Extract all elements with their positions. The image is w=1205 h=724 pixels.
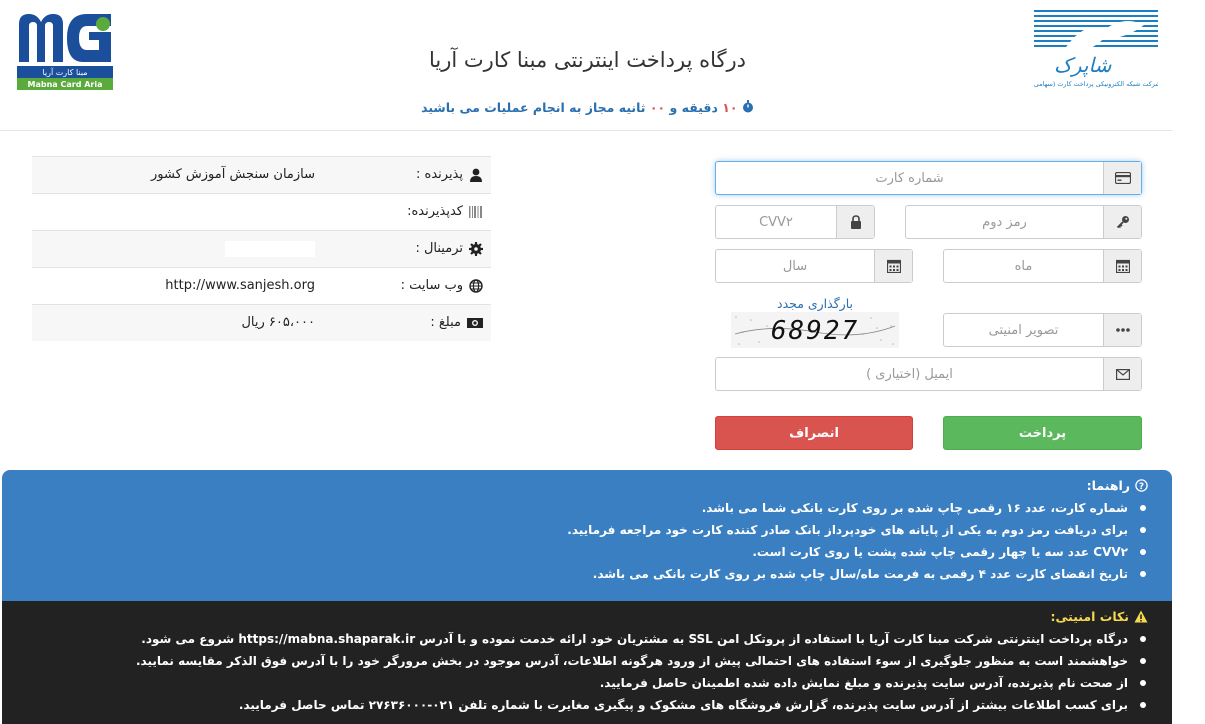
captcha-image xyxy=(731,312,899,348)
page-title: درگاه پرداخت اینترنتی مبنا کارت آریا xyxy=(429,48,746,72)
money-icon xyxy=(467,316,483,330)
terminal-value-blank xyxy=(225,241,315,257)
svg-text:68927: 68927 xyxy=(770,316,860,346)
list-item: خواهشمند است به منظور جلوگیری از سوء استفاده های احتمالی پیش از ورود هرگونه اطلاعات، آدرس موجود در بخش مرورگر خود را با آدرس فوق الذکر مقایسه نمایید. xyxy=(2,650,1128,672)
pin2-input[interactable] xyxy=(906,206,1103,238)
stopwatch-icon xyxy=(738,100,754,115)
card-number-input[interactable] xyxy=(716,162,1103,194)
list-item: تاریخ انقضای کارت عدد ۴ رقمی به فرمت ماه/سال چاپ شده بر روی کارت بانکی می باشد. xyxy=(2,563,1128,585)
list-item: CVV۲ عدد سه یا چهار رقمی چاپ شده پشت یا روی کارت است. xyxy=(2,541,1128,563)
guide-heading xyxy=(2,478,1148,493)
globe-icon xyxy=(469,279,483,293)
merchant-info-table xyxy=(32,156,491,341)
merchant-row-name xyxy=(32,156,491,193)
expiry-month-field[interactable] xyxy=(943,249,1142,283)
expiry-year-field[interactable] xyxy=(715,249,913,283)
timer-minutes-label: دقیقه و xyxy=(669,100,718,115)
email-field[interactable] xyxy=(715,357,1142,391)
terminal-label: ترمینال : xyxy=(415,241,463,256)
terminal-value xyxy=(225,241,315,261)
help-icon xyxy=(1135,479,1148,492)
mabna-card-logo xyxy=(17,10,113,90)
gear-icon xyxy=(469,242,483,256)
website-label: وب سایت : xyxy=(400,278,463,293)
svg-text:مبنا کارت آریا: مبنا کارت آریا xyxy=(42,68,88,77)
expiry-year-input[interactable] xyxy=(716,250,874,282)
calendar-icon xyxy=(1103,250,1141,282)
cvv2-field[interactable] xyxy=(715,205,875,239)
cancel-button[interactable]: انصراف xyxy=(715,416,913,450)
list-item: شماره کارت، عدد ۱۶ رقمی چاپ شده بر روی کارت بانکی شما می باشد. xyxy=(2,497,1128,519)
website-value: http://www.sanjesh.org xyxy=(165,278,315,293)
email-input[interactable] xyxy=(716,358,1103,390)
envelope-icon xyxy=(1103,358,1141,390)
merchant-name-value: سازمان سنجش آموزش کشور xyxy=(151,167,315,182)
credit-card-icon xyxy=(1103,162,1141,194)
timer-minutes: ۱۰ xyxy=(722,100,738,115)
merchant-row-amount xyxy=(32,304,491,341)
merchant-row-terminal xyxy=(32,230,491,267)
amount-value: ۶۰۵،۰۰۰ ریال xyxy=(241,315,315,330)
merchant-row-code xyxy=(32,193,491,230)
user-icon xyxy=(469,168,483,182)
security-list xyxy=(2,628,1148,716)
calendar-icon xyxy=(874,250,912,282)
expiry-month-input[interactable] xyxy=(944,250,1103,282)
cvv2-input[interactable] xyxy=(716,206,836,238)
svg-text:شاپرک: شاپرک xyxy=(1054,53,1112,77)
shaparak-logo xyxy=(1034,10,1158,90)
page-header xyxy=(0,0,1172,131)
security-notes-panel xyxy=(2,601,1172,724)
barcode-icon xyxy=(469,205,483,219)
warning-icon xyxy=(1134,610,1148,623)
svg-text:?: ? xyxy=(1138,481,1145,492)
guide-title: راهنما: xyxy=(1086,478,1130,493)
security-heading xyxy=(2,609,1148,624)
svg-text:Mabna Card Aria: Mabna Card Aria xyxy=(27,80,103,89)
list-item: برای دریافت رمز دوم به یکی از پایانه های خودپرداز بانک صادر کننده کارت خود مراجعه فرمایید. xyxy=(2,519,1128,541)
timer-seconds: ۰۰ xyxy=(649,100,666,115)
pin2-field[interactable] xyxy=(905,205,1142,239)
ellipsis-icon xyxy=(1103,314,1141,346)
security-title: نکات امنیتی: xyxy=(1050,609,1129,624)
captcha-field[interactable] xyxy=(943,313,1142,347)
guide-list xyxy=(2,497,1148,585)
merchant-name-label: پذیرنده : xyxy=(416,167,463,182)
list-item: از صحت نام پذیرنده، آدرس سایت پذیرنده و مبلغ نمایش داده شده اطمینان حاصل فرمایید. xyxy=(2,672,1128,694)
svg-text:شرکت شبکه الکترونیکی پرداخت کا: شرکت شبکه الکترونیکی پرداخت کارت (سهامی) xyxy=(1034,80,1158,88)
captcha-input[interactable] xyxy=(944,314,1103,346)
lock-icon xyxy=(836,206,874,238)
list-item: درگاه پرداخت اینترنتی شرکت مبنا کارت آریا با استفاده از پروتکل امن SSL به مشتریان خود ارائه خدمت نموده و با آدرس https://mabna.shaparak.ir شروع می شود. xyxy=(2,628,1128,650)
pay-button[interactable]: پرداخت xyxy=(943,416,1142,450)
timer-seconds-label: ثانیه مجاز به انجام عملیات می باشید xyxy=(421,100,646,115)
merchant-code-label: کدپذیرنده: xyxy=(407,204,463,219)
key-icon xyxy=(1103,206,1141,238)
list-item: برای کسب اطلاعات بیشتر از آدرس سایت پذیرنده، گزارش فروشگاه های مشکوک و پیگیری مغایرت با شماره تلفن ۰۲۱-۲۷۶۳۶۰۰۰ تماس حاصل فرمایید. xyxy=(2,694,1128,716)
card-number-field[interactable] xyxy=(715,161,1142,195)
session-timer xyxy=(380,100,795,115)
merchant-row-website xyxy=(32,267,491,304)
captcha-reload-link[interactable]: بارگذاری مجدد xyxy=(777,296,853,311)
guide-panel xyxy=(2,470,1172,601)
amount-label: مبلغ : xyxy=(430,315,461,330)
